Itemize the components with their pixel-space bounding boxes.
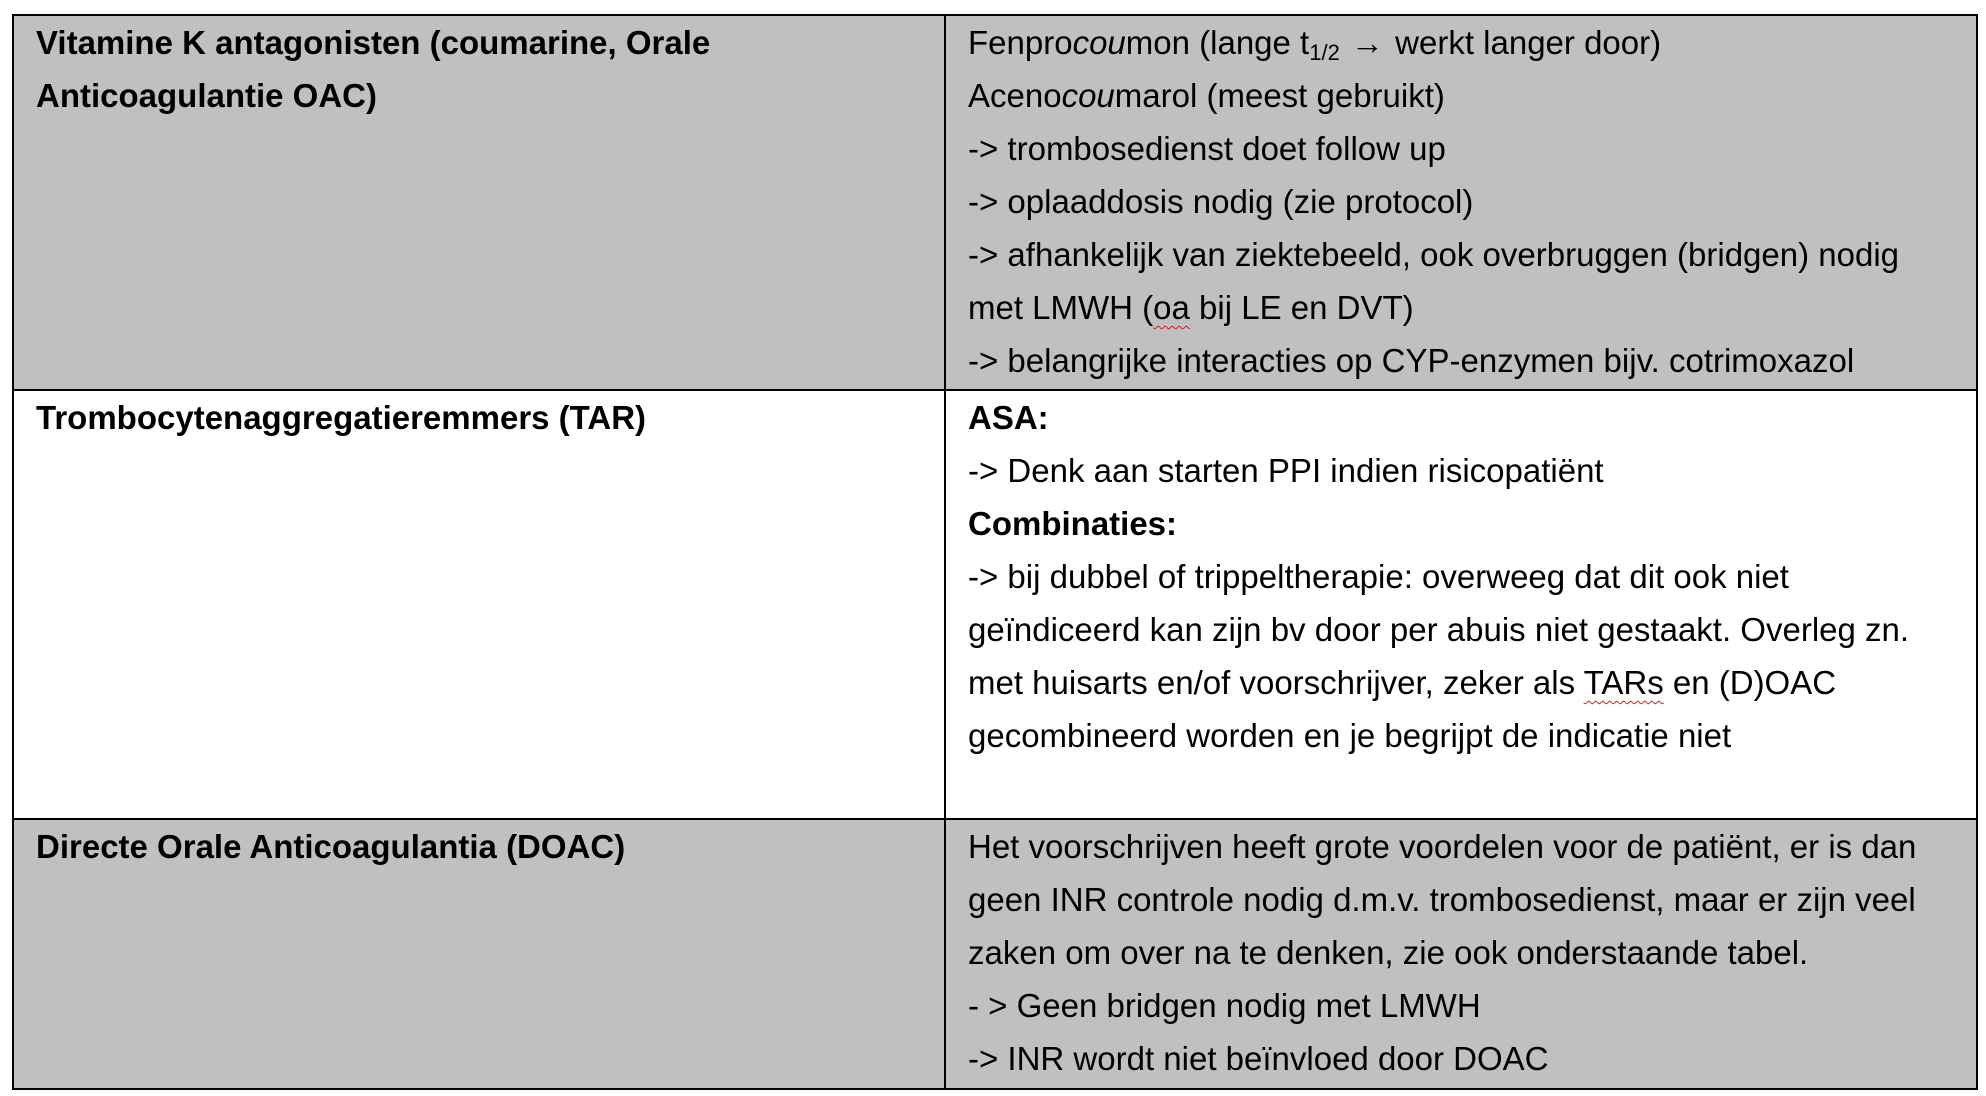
note-line: [968, 656, 1956, 709]
note-line: -> oplaaddosis nodig (zie protocol): [968, 183, 1474, 220]
section-heading-combinaties: Combinaties:: [968, 505, 1178, 542]
text-segment: en (D)OAC: [1663, 664, 1837, 701]
note-line: -> Denk aan starten PPI indien risicopatiënt: [968, 452, 1604, 489]
italic-segment: cou: [1061, 77, 1115, 114]
spellcheck-flagged-word: oa: [1153, 289, 1190, 326]
text-segment: mon (lange t: [1125, 24, 1310, 61]
table-row: [13, 390, 1977, 819]
table-row: [13, 15, 1977, 390]
subscript-half-life: 1/2: [1309, 40, 1340, 65]
row-label: Trombocytenaggregatieremmers (TAR): [36, 399, 647, 436]
text-segment: werkt langer door): [1385, 24, 1662, 61]
note-line: [968, 281, 1956, 334]
note-line: -> INR wordt niet beïnvloed door DOAC: [968, 1040, 1549, 1077]
text-segment: met huisarts en/of voorschrijver, zeker als: [968, 664, 1584, 701]
note-line: zaken om over na te denken, zie ook onderstaande tabel.: [968, 934, 1809, 971]
text-segment: marol (meest gebruikt): [1114, 77, 1445, 114]
note-line: -> belangrijke interacties op CYP-enzymen bijv. cotrimoxazol: [968, 342, 1855, 379]
text-segment: Fenpro: [968, 24, 1073, 61]
row-label-cell: [13, 819, 945, 1089]
drug-line-acenocoumarol: [968, 69, 1956, 122]
anticoagulant-table: [12, 14, 1978, 1090]
note-line: Het voorschrijven heeft grote voordelen voor de patiënt, er is dan: [968, 828, 1917, 865]
text-segment: Aceno: [968, 77, 1062, 114]
note-line: -> trombosedienst doet follow up: [968, 130, 1446, 167]
note-line: -> bij dubbel of trippeltherapie: overweeg dat dit ook niet: [968, 558, 1789, 595]
note-line: - > Geen bridgen nodig met LMWH: [968, 987, 1481, 1024]
italic-segment: cou: [1072, 24, 1126, 61]
row-content-cell: [945, 390, 1977, 819]
row-label-cell: [13, 390, 945, 819]
row-label-cell: [13, 15, 945, 390]
row-content-cell: [945, 15, 1977, 390]
text-segment: bij LE en DVT): [1189, 289, 1414, 326]
row-content-cell: [945, 819, 1977, 1089]
note-line: -> afhankelijk van ziektebeeld, ook overbruggen (bridgen) nodig: [968, 236, 1900, 273]
note-line: geïndiceerd kan zijn bv door per abuis niet gestaakt. Overleg zn.: [968, 611, 1910, 648]
text-segment: met LMWH (: [968, 289, 1154, 326]
table-row: [13, 819, 1977, 1089]
spellcheck-flagged-word: TARs: [1583, 664, 1664, 701]
note-line: gecombineerd worden en je begrijpt de indicatie niet: [968, 717, 1732, 754]
drug-line-fenprocoumon: [968, 16, 1956, 69]
note-line: geen INR controle nodig d.m.v. trombosedienst, maar er zijn veel: [968, 881, 1916, 918]
right-arrow-icon: →: [1350, 24, 1384, 61]
row-label: Vitamine K antagonisten (coumarine, Orale Anticoagulantie OAC): [36, 24, 711, 114]
row-label: Directe Orale Anticoagulantia (DOAC): [36, 828, 626, 865]
section-heading-asa: ASA:: [968, 399, 1049, 436]
